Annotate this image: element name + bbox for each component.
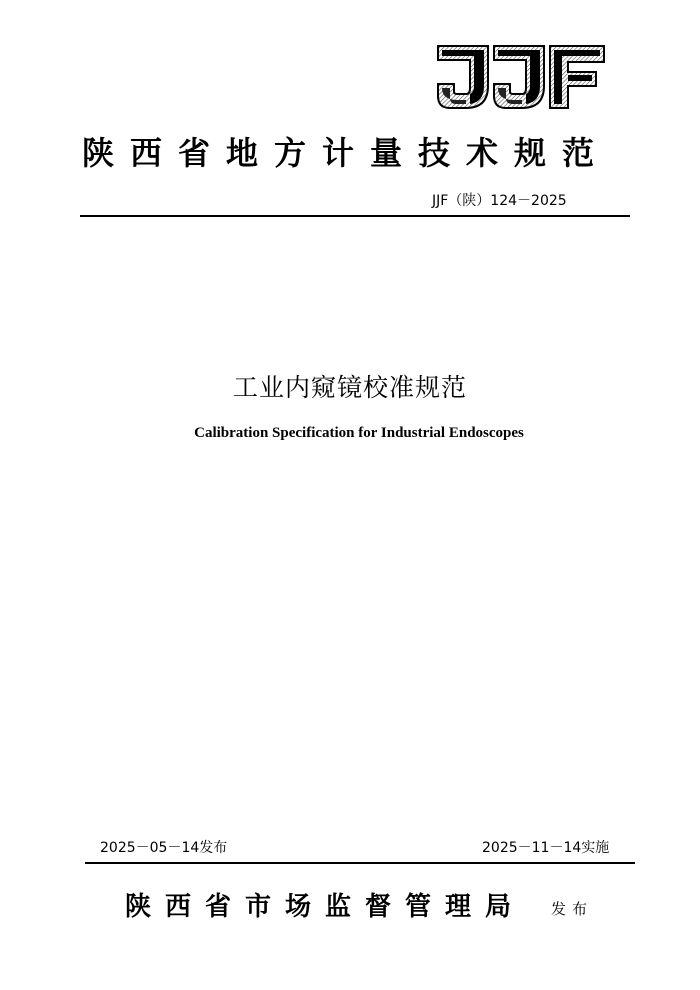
document-title: 工业内窥镜校准规范: [232, 373, 467, 402]
implementation-date: 2025－11－14实施: [482, 840, 610, 856]
issuing-authority: 陕西省市场监督管理局: [125, 892, 526, 922]
issue-label: 发布: [551, 900, 594, 918]
logo-letter-j1: [438, 46, 488, 108]
document-subtitle-english: Calibration Specification for Industrial Endoscopes: [194, 425, 524, 441]
jjf-logo: [436, 42, 606, 112]
header-divider: [80, 215, 630, 217]
logo-letter-f: [550, 46, 604, 108]
footer-divider: [85, 862, 635, 864]
document-code: JJF（陕）124－2025: [432, 193, 567, 209]
release-date: 2025－05－14发布: [100, 840, 228, 856]
logo-letter-j2: [494, 46, 544, 108]
standard-category-title: 陕西省地方计量技术规范: [82, 134, 611, 172]
